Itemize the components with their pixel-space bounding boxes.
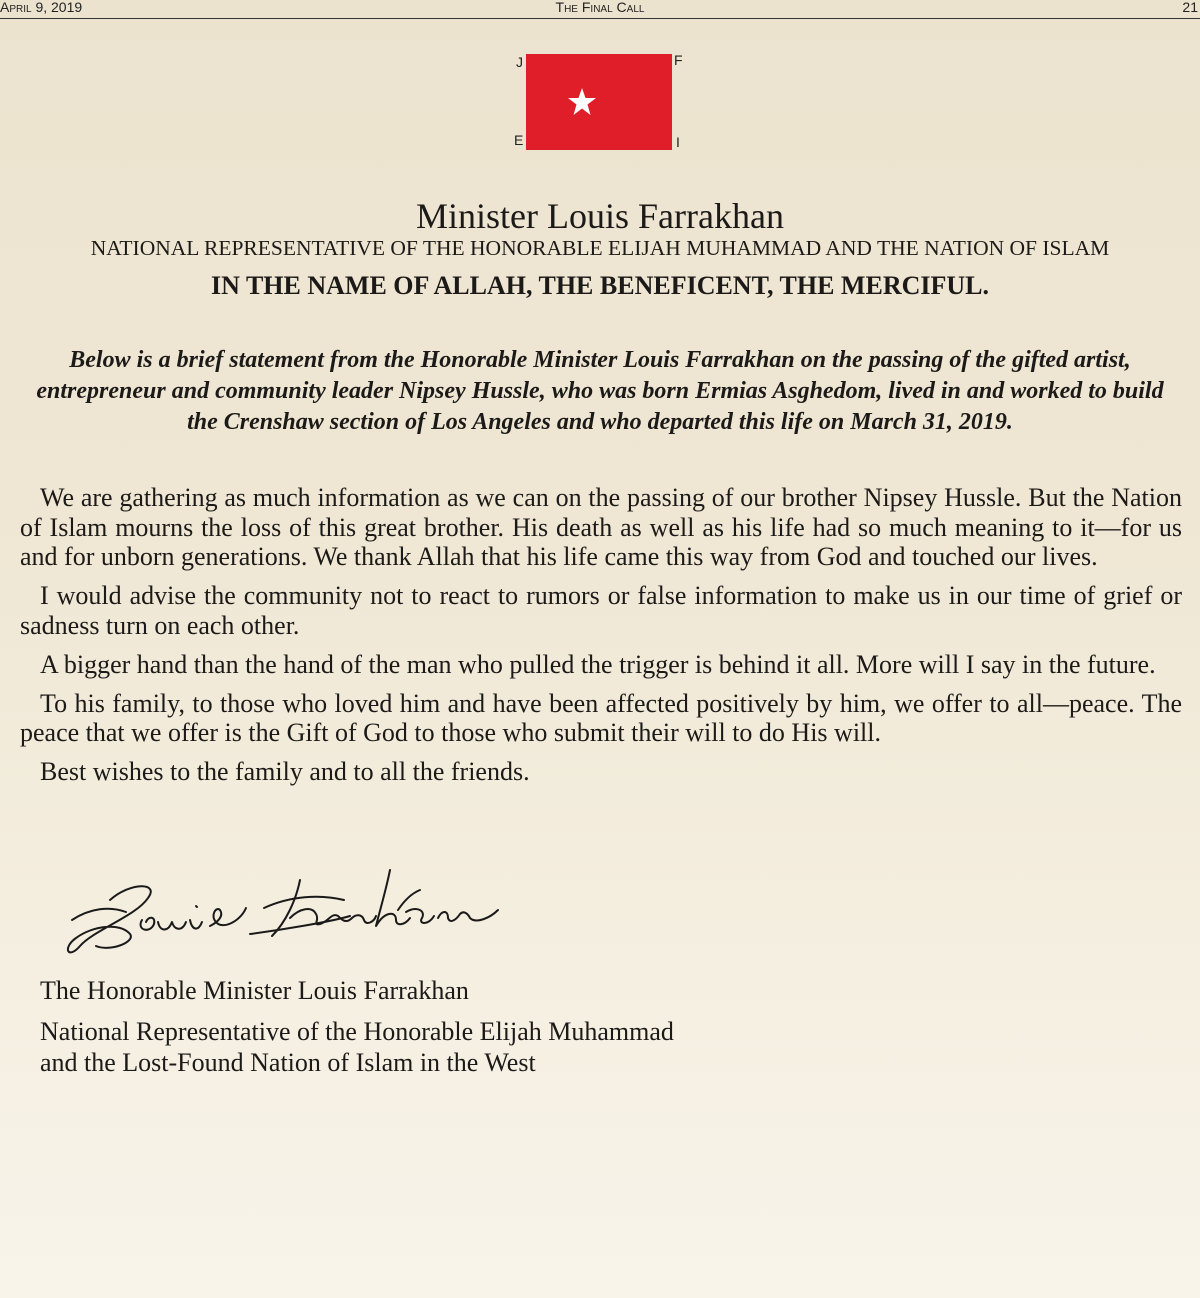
intro-statement: Below is a brief statement from the Honorable Minister Louis Farrakhan on the passing of the gifted artist, entrepreneur and community leader Nipsey Hussle, who was born Ermias Asghedom, lived in and worked to build the Crenshaw section of Los Angeles and who departed this life on March 31, 2019. bbox=[36, 347, 1164, 435]
invocation-heading: IN THE NAME OF ALLAH, THE BENEFICENT, THE MERCIFUL. bbox=[211, 271, 989, 300]
nation-of-islam-flag bbox=[510, 50, 690, 154]
flag-letter-i: I bbox=[676, 134, 680, 150]
issue-date: April 9, 2019 bbox=[0, 0, 83, 15]
crescent-star-flag-icon bbox=[526, 54, 672, 150]
signatory-name: The Honorable Minister Louis Farrakhan bbox=[40, 976, 469, 1005]
running-header bbox=[0, 0, 1200, 19]
publication-name: The Final Call bbox=[555, 0, 645, 15]
body-paragraph: We are gathering as much information as we can on the passing of our brother Nipsey Hussle. But the Nation of Islam mourns the loss of this great brother. His death as well as his life had so much meaning to it—for us and for unborn generations. We thank Allah that his life came this way from God and touched our lives. bbox=[20, 483, 1182, 571]
signatory-title-line: and the Lost-Found Nation of Islam in the West bbox=[40, 1048, 536, 1077]
flag-letter-f: F bbox=[674, 52, 683, 68]
body-paragraph: To his family, to those who loved him and have been affected positively by him, we offer to all—peace. The peace that we offer is the Gift of God to those who submit their will to do His will. bbox=[20, 688, 1182, 747]
signatory-title-line: National Representative of the Honorable Elijah Muhammad bbox=[40, 1017, 674, 1046]
page-title: Minister Louis Farrakhan bbox=[416, 196, 784, 236]
flag-letter-e: E bbox=[514, 132, 524, 148]
body-paragraph: Best wishes to the family and to all the friends. bbox=[40, 757, 530, 786]
page-number: 21 bbox=[1182, 0, 1198, 15]
body-paragraph: A bigger hand than the hand of the man who pulled the trigger is behind it all. More will I say in the future. bbox=[40, 649, 1156, 679]
statement-body bbox=[20, 483, 1182, 796]
signature-block bbox=[40, 975, 674, 1078]
body-paragraph: I would advise the community not to react to rumors or false information to make us in our time of grief or sadness turn on each other. bbox=[20, 581, 1182, 640]
flag-letter-j: J bbox=[516, 54, 523, 70]
handwritten-signature bbox=[50, 860, 510, 970]
subtitle: NATIONAL REPRESENTATIVE OF THE HONORABLE ELIJAH MUHAMMAD AND THE NATION OF ISLAM bbox=[90, 236, 1110, 260]
